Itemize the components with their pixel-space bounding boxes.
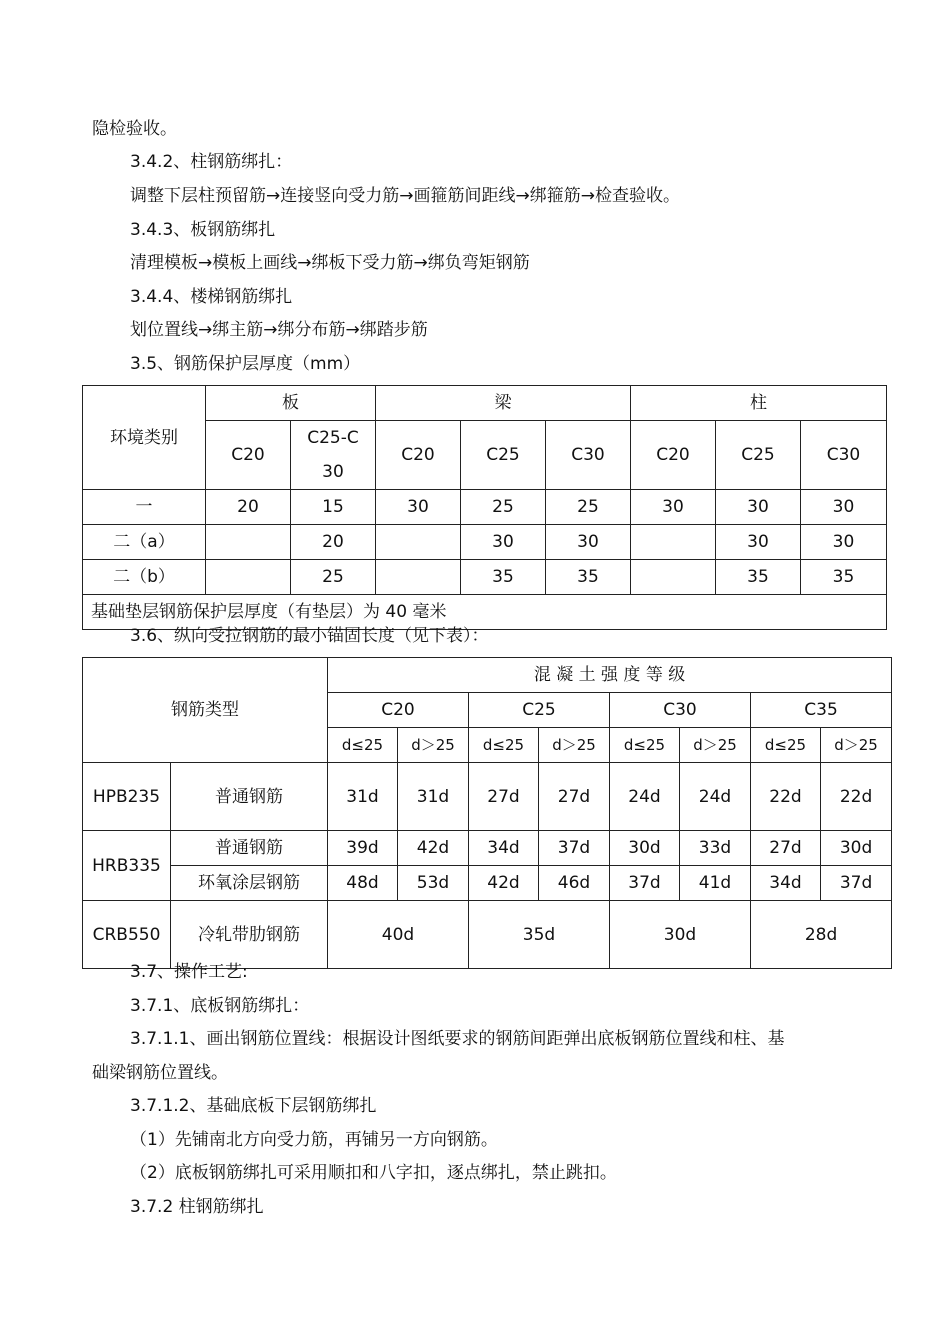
paragraph: 础梁钢筋位置线。 [92,1063,228,1083]
table-row [83,831,892,866]
steel-kind: 冷轧带肋钢筋 [171,901,328,969]
section-heading: 3.4.4、楼梯钢筋绑扎 [130,287,293,307]
group-header-beam: 梁 [376,386,631,421]
grade-header: C30 [610,693,751,728]
anchorage-length-table [82,657,892,969]
steel-grade: HRB335 [83,831,171,901]
table-row [83,901,892,969]
table-row [83,525,887,560]
steel-grade: CRB550 [83,901,171,969]
table-cell: 41d [680,866,751,901]
table-cell: 24d [680,763,751,831]
section-heading: 3.4.3、板钢筋绑扎 [130,220,276,240]
table-cell: 30 [801,525,887,560]
table-cell: 33d [680,831,751,866]
table-cell: 30 [801,490,887,525]
table-cell: 30 [376,490,461,525]
diameter-subheader: d＞25 [539,728,610,763]
steel-type-header: 钢筋类型 [83,658,328,763]
section-heading: 3.5、钢筋保护层厚度（mm） [130,354,361,374]
table-cell: 48d [328,866,398,901]
section-heading: 3.7.1、底板钢筋绑扎： [130,996,310,1016]
table-cell: 15 [291,490,376,525]
paragraph: 划位置线→绑主筋→绑分布筋→绑踏步筋 [130,320,428,340]
grade-header: C25 [461,421,546,490]
steel-kind: 普通钢筋 [171,763,328,831]
steel-kind: 普通钢筋 [171,831,328,866]
env-category-header: 环境类别 [83,386,206,490]
diameter-subheader: d＞25 [680,728,751,763]
table-cell: 35 [546,560,631,595]
table-cell: 25 [291,560,376,595]
row-label: 二（b） [83,560,206,595]
table-cell: 30 [716,525,801,560]
table-cell [206,560,291,595]
table-row [83,763,892,831]
table-cell: 30 [546,525,631,560]
table-cell: 35 [461,560,546,595]
group-header-slab: 板 [206,386,376,421]
table-cell: 35d [469,901,610,969]
table-cell: 37d [539,831,610,866]
table-row [83,490,887,525]
diameter-subheader: d＞25 [821,728,892,763]
table-cell [376,560,461,595]
table-cell: 31d [328,763,398,831]
table-cell: 53d [398,866,469,901]
table-cell: 20 [291,525,376,560]
paragraph: 清理模板→模板上画线→绑板下受力筋→绑负弯矩钢筋 [130,253,530,273]
table-cell: 46d [539,866,610,901]
diameter-subheader: d≤25 [751,728,821,763]
table-cell: 37d [610,866,680,901]
steel-grade: HPB235 [83,763,171,831]
table-cell: 27d [469,763,539,831]
grade-header: C20 [376,421,461,490]
table-cell: 39d [328,831,398,866]
table-cell: 37d [821,866,892,901]
section-heading: 3.4.2、柱钢筋绑扎： [130,152,293,172]
grade-header: C20 [328,693,469,728]
table-cell: 30d [821,831,892,866]
table-cell: 30 [461,525,546,560]
table-cell [631,525,716,560]
concrete-grade-header: 混 凝 土 强 度 等 级 [328,658,892,693]
group-header-column: 柱 [631,386,887,421]
paragraph: （2）底板钢筋绑扎可采用顺扣和八字扣，逐点绑扎，禁止跳扣。 [130,1163,617,1183]
paragraph: 隐检验收。 [92,119,177,139]
table-cell: 30 [716,490,801,525]
grade-header: C25-C30 [291,421,376,490]
table-cell: 35 [716,560,801,595]
table-cell: 42d [398,831,469,866]
table-cell: 28d [751,901,892,969]
table-row [83,560,887,595]
table-cell: 40d [328,901,469,969]
section-heading: 3.7、操作工艺: [130,962,248,982]
steel-kind: 环氧涂层钢筋 [171,866,328,901]
grade-header: C25 [716,421,801,490]
diameter-subheader: d＞25 [398,728,469,763]
grade-header: C35 [751,693,892,728]
table-cell: 30d [610,901,751,969]
paragraph: 调整下层柱预留筋→连接竖向受力筋→画箍筋间距线→绑箍筋→检查验收。 [130,186,680,206]
section-heading: 3.6、纵向受拉钢筋的最小锚固长度（见下表）： [130,626,489,646]
grade-header: C20 [206,421,291,490]
table-cell [631,560,716,595]
table-note: 基础垫层钢筋保护层厚度（有垫层）为 40 毫米 [83,595,887,630]
grade-header: C20 [631,421,716,490]
section-heading: 3.7.2 柱钢筋绑扎 [130,1197,264,1217]
table-cell: 24d [610,763,680,831]
diameter-subheader: d≤25 [469,728,539,763]
table-cell: 30d [610,831,680,866]
table-cell: 31d [398,763,469,831]
row-label: 一 [83,490,206,525]
table-cell: 27d [751,831,821,866]
table-cell: 34d [751,866,821,901]
table-cell: 20 [206,490,291,525]
grade-header: C30 [546,421,631,490]
table-cell: 42d [469,866,539,901]
table-cell: 27d [539,763,610,831]
table-cell: 22d [751,763,821,831]
table-cell: 25 [461,490,546,525]
row-label: 二（a） [83,525,206,560]
table-cell: 25 [546,490,631,525]
table-cell: 35 [801,560,887,595]
cover-thickness-table [82,385,887,630]
table-cell: 22d [821,763,892,831]
paragraph: 3.7.1.1、画出钢筋位置线：根据设计图纸要求的钢筋间距弹出底板钢筋位置线和柱、基 [130,1029,785,1049]
table-cell [206,525,291,560]
table-cell: 30 [631,490,716,525]
paragraph: （1）先铺南北方向受力筋，再铺另一方向钢筋。 [130,1130,498,1150]
diameter-subheader: d≤25 [610,728,680,763]
section-heading: 3.7.1.2、基础底板下层钢筋绑扎 [130,1096,377,1116]
diameter-subheader: d≤25 [328,728,398,763]
grade-header: C25 [469,693,610,728]
grade-header: C30 [801,421,887,490]
table-cell [376,525,461,560]
table-cell: 34d [469,831,539,866]
table-row [83,866,892,901]
